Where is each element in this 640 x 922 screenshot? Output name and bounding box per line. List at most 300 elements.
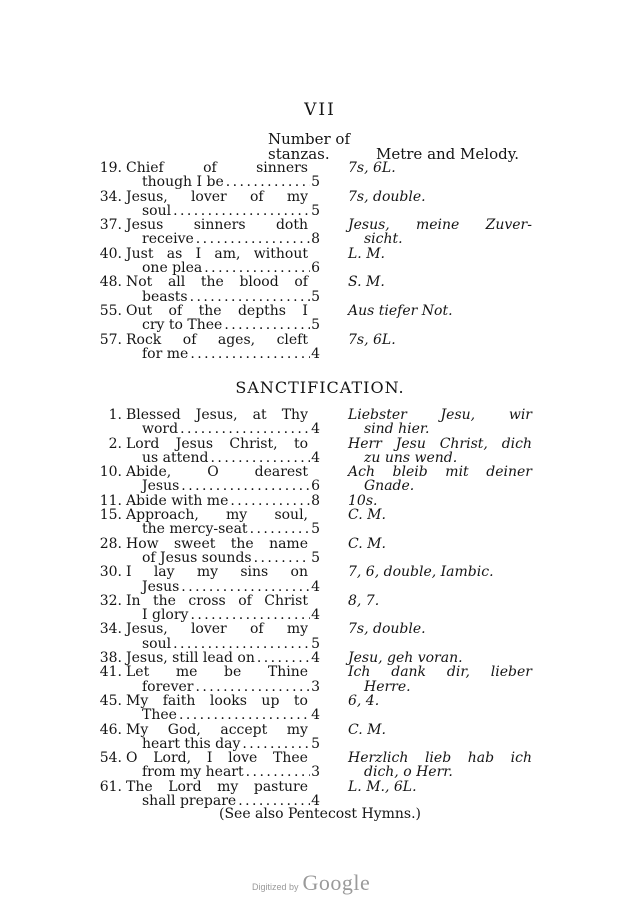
hymn-line-first bbox=[0, 494, 640, 508]
hymn-title-continued bbox=[142, 451, 320, 465]
hymn-title-word: Christ bbox=[264, 592, 308, 609]
hymn-title-rest: Jesus bbox=[142, 578, 180, 595]
hymn-line-second bbox=[0, 637, 640, 651]
hymn-number: 34. bbox=[99, 188, 122, 205]
hymn-entry bbox=[0, 751, 640, 780]
hymn-title-rest: I glory bbox=[142, 607, 189, 624]
stanza-count: 5 bbox=[311, 317, 320, 334]
hymn-title-word: O bbox=[126, 750, 138, 767]
leader-dots bbox=[179, 580, 310, 594]
hymn-title-word: My bbox=[126, 692, 149, 709]
metre-word: lieb bbox=[424, 750, 452, 767]
hymn-line-second bbox=[0, 290, 640, 304]
metre-melody bbox=[348, 565, 532, 579]
hymn-number: 38. bbox=[99, 650, 122, 667]
hymn-title-rest: soul bbox=[142, 202, 172, 219]
metre-word: meine bbox=[416, 217, 460, 234]
hymn-title-word: depths bbox=[237, 302, 286, 319]
stanza-count: 4 bbox=[311, 449, 320, 466]
hymn-line-second bbox=[0, 608, 640, 622]
metre-word: deiner bbox=[486, 464, 532, 481]
leader-dots bbox=[179, 479, 310, 493]
stanza-count: 4 bbox=[311, 345, 320, 362]
hymn-title-word: my bbox=[226, 507, 248, 524]
metre-word: 10s. bbox=[348, 492, 378, 509]
hymn-title-word: my bbox=[286, 721, 308, 738]
hymn-line-first bbox=[0, 565, 640, 579]
hymn-line-second bbox=[0, 765, 640, 779]
hymn-title-word: Abide with me bbox=[126, 492, 229, 509]
metre-word: L. M., 6L. bbox=[348, 778, 417, 795]
hymn-title-word: Chief bbox=[126, 160, 164, 176]
hymn-title-word: I bbox=[206, 750, 213, 767]
hymn-title-rest: though I be bbox=[142, 174, 224, 191]
leader-dots bbox=[228, 494, 310, 508]
hymn-title-word: to bbox=[293, 435, 308, 452]
hymn-title-rest: Jesus bbox=[142, 478, 180, 495]
metre-word: wir bbox=[508, 407, 532, 423]
leader-dots bbox=[209, 451, 311, 465]
hymn-line-second bbox=[0, 318, 640, 332]
hymn-title-word: Lord, bbox=[153, 750, 192, 767]
hymn-number: 54. bbox=[99, 750, 122, 767]
stanza-count: 5 bbox=[311, 635, 320, 652]
hymn-title-word: I bbox=[126, 564, 132, 581]
hymn-entry bbox=[0, 594, 640, 623]
hymn-title-continued bbox=[142, 637, 320, 651]
hymn-title-word: Jesus, bbox=[126, 621, 168, 638]
hymn-title-first bbox=[126, 780, 308, 794]
hymn-entry bbox=[0, 304, 640, 333]
metre-word: 7s, 6L. bbox=[348, 331, 396, 348]
stanza-count: 5 bbox=[311, 549, 320, 566]
leader-dots bbox=[194, 232, 310, 246]
hymn-number: 37. bbox=[99, 217, 122, 234]
hymn-title-word: of bbox=[203, 160, 217, 176]
hymn-number: 46. bbox=[99, 721, 122, 738]
metre-word: Jesu bbox=[395, 435, 426, 452]
hymn-title-word: of bbox=[294, 274, 308, 291]
metre-word: Jesus, bbox=[348, 217, 390, 234]
hymn-title-word: Thee bbox=[273, 750, 308, 767]
hymn-title-word: my bbox=[196, 564, 219, 581]
hymn-title-first bbox=[126, 622, 308, 636]
stanza-count: 6 bbox=[311, 260, 320, 277]
hymn-title-first bbox=[126, 665, 308, 679]
hymn-title-word: My bbox=[126, 721, 149, 738]
hymn-title-word: Lord bbox=[168, 778, 202, 795]
hymn-line-second bbox=[0, 347, 640, 361]
hymn-title-word: as bbox=[166, 245, 183, 262]
hymn-line-first bbox=[0, 508, 640, 522]
hymn-title-word: love bbox=[228, 750, 258, 767]
hymn-line-second bbox=[0, 451, 640, 465]
hymn-title-rest: from my heart bbox=[142, 764, 244, 781]
hymn-entry bbox=[0, 161, 640, 190]
metre-melody bbox=[348, 465, 532, 479]
hymn-title-continued bbox=[142, 479, 320, 493]
metre-word: ich bbox=[510, 750, 532, 767]
hymn-line-first bbox=[0, 622, 640, 636]
hymn-title-word: am, bbox=[214, 245, 241, 262]
hymn-title-word: cleft bbox=[276, 331, 308, 348]
hymn-title-rest: beasts bbox=[142, 288, 188, 305]
hymn-title-word: lover bbox=[190, 621, 227, 638]
hymn-title-rest: for me bbox=[142, 345, 189, 362]
hymn-title-word: In bbox=[126, 592, 141, 609]
hymn-line-second bbox=[0, 175, 640, 189]
hymn-title-rest: forever bbox=[142, 678, 194, 695]
stanza-count: 4 bbox=[311, 707, 320, 724]
hymn-list-sanctification bbox=[0, 408, 640, 808]
hymn-line-first bbox=[0, 723, 640, 737]
hymn-title-word: doth bbox=[275, 217, 308, 234]
metre-melody bbox=[348, 333, 532, 347]
hymn-line-first bbox=[0, 161, 640, 175]
hymn-title-first bbox=[126, 408, 308, 422]
hymn-title-word: Thy bbox=[281, 407, 308, 423]
hymn-line-second bbox=[0, 204, 640, 218]
hymn-title-continued bbox=[142, 708, 320, 722]
hymn-line-first bbox=[0, 437, 640, 451]
hymn-title-word: my bbox=[286, 621, 308, 638]
metre-word: 7s, double. bbox=[348, 188, 426, 205]
hymn-entry bbox=[0, 723, 640, 752]
hymn-title-word: blood bbox=[239, 274, 279, 291]
metre-continued: Gnade. bbox=[364, 478, 415, 495]
hymn-line-first bbox=[0, 304, 640, 318]
hymn-entry bbox=[0, 565, 640, 594]
hymn-title-first bbox=[126, 537, 308, 551]
hymn-entry bbox=[0, 465, 640, 494]
hymn-title-first bbox=[126, 247, 308, 261]
metre-melody bbox=[348, 665, 532, 679]
metre-word: Liebster bbox=[348, 407, 407, 423]
hymn-title-word: Approach, bbox=[126, 507, 199, 524]
metre-word: Jesu, geh voran. bbox=[348, 650, 463, 667]
metre-word: Jesu, bbox=[440, 407, 476, 423]
hymn-title-word: How bbox=[126, 535, 159, 552]
hymn-title-word: at bbox=[252, 407, 267, 423]
hymn-title-word: up bbox=[261, 692, 280, 709]
hymn-title-continued bbox=[142, 608, 320, 622]
hymn-number: 10. bbox=[99, 464, 122, 481]
hymn-number: 1. bbox=[108, 407, 122, 423]
hymn-title-continued bbox=[142, 422, 320, 436]
hymn-number: 34. bbox=[99, 621, 122, 638]
hymn-title-rest: us attend bbox=[142, 449, 209, 466]
hymn-title-word: sinners bbox=[193, 217, 246, 234]
hymn-title-first bbox=[126, 304, 308, 318]
hymn-title-continued bbox=[142, 204, 320, 218]
hymn-line-second bbox=[0, 680, 640, 694]
hymn-title-continued bbox=[142, 580, 320, 594]
hymn-title-word: Just bbox=[126, 245, 154, 262]
hymn-title-continued bbox=[142, 680, 320, 694]
hymn-number: 48. bbox=[99, 274, 122, 291]
hymn-line-first bbox=[0, 247, 640, 261]
hymn-title-first bbox=[126, 218, 308, 232]
hymn-title-word: The bbox=[126, 778, 153, 795]
hymn-line-second bbox=[0, 708, 640, 722]
hymn-title-first bbox=[126, 437, 308, 451]
hymn-number: 57. bbox=[99, 331, 122, 348]
metre-continued: Herre. bbox=[364, 678, 411, 695]
hymn-title-word: of bbox=[168, 302, 183, 319]
hymn-title-word: the bbox=[230, 535, 254, 552]
hymn-title-word: faith bbox=[162, 692, 196, 709]
google-logo: Google bbox=[302, 870, 371, 895]
hymn-title-word: Blessed bbox=[126, 407, 181, 423]
hymn-number: 45. bbox=[99, 692, 122, 709]
hymn-entry bbox=[0, 275, 640, 304]
metre-continued: dich, o Herr. bbox=[364, 764, 453, 781]
stanza-count: 4 bbox=[311, 421, 320, 438]
hymn-title-continued bbox=[142, 737, 320, 751]
hymn-line-second bbox=[0, 422, 640, 436]
stanza-count: 5 bbox=[311, 288, 320, 305]
leader-dots bbox=[171, 204, 310, 218]
leader-dots bbox=[177, 708, 310, 722]
metre-continued: sind hier. bbox=[364, 421, 430, 438]
metre-word: Herr bbox=[348, 435, 382, 452]
leader-dots bbox=[252, 551, 310, 565]
hymn-entry bbox=[0, 218, 640, 247]
metre-word: Aus tiefer Not. bbox=[348, 302, 453, 319]
hymn-title-word: O bbox=[207, 464, 219, 481]
leader-dots bbox=[248, 522, 311, 536]
leader-dots bbox=[193, 680, 310, 694]
hymn-number: 28. bbox=[99, 535, 122, 552]
hymn-title-first bbox=[126, 465, 308, 479]
metre-melody bbox=[348, 218, 532, 232]
stanza-count: 5 bbox=[311, 202, 320, 219]
hymn-title-word: without bbox=[253, 245, 308, 262]
hymn-title-continued bbox=[142, 318, 320, 332]
hymn-number: 30. bbox=[99, 564, 122, 581]
hymn-title-word: Abide, bbox=[126, 464, 172, 481]
hymn-title-word: pasture bbox=[253, 778, 308, 795]
metre-word: Herzlich bbox=[348, 750, 409, 767]
stanza-count: 4 bbox=[311, 578, 320, 595]
metre-word: 7s, 6L. bbox=[348, 160, 396, 176]
hymn-title-word: I bbox=[195, 245, 202, 262]
hymn-title-word: Out bbox=[126, 302, 153, 319]
leader-dots bbox=[202, 261, 310, 275]
metre-word: bleib bbox=[392, 464, 428, 481]
hymn-title-word: lover bbox=[190, 188, 227, 205]
leader-dots bbox=[244, 765, 310, 779]
leader-dots bbox=[240, 737, 310, 751]
metre-word: hab bbox=[467, 750, 495, 767]
hymn-title-continued bbox=[142, 232, 320, 246]
metre-melody bbox=[348, 780, 532, 794]
hymn-title-word: Lord bbox=[126, 435, 160, 452]
hymn-line-second bbox=[0, 232, 640, 246]
hymn-title-first bbox=[126, 694, 308, 708]
hymn-title-first bbox=[126, 594, 308, 608]
hymn-title-word: ages, bbox=[217, 331, 256, 348]
metre-continued: zu uns wend. bbox=[364, 449, 458, 466]
hymn-title-word: my bbox=[217, 778, 239, 795]
hymn-title-word: cross bbox=[188, 592, 226, 609]
metre-word: dir, bbox=[446, 664, 470, 681]
hymn-number: 15. bbox=[99, 507, 122, 524]
hymn-title-word: Jesus, bbox=[195, 407, 238, 423]
hymn-title-continued bbox=[142, 261, 320, 275]
hymn-title-word: to bbox=[293, 692, 308, 709]
metre-word: mit bbox=[445, 464, 469, 481]
stanza-count: 4 bbox=[311, 650, 320, 667]
hymn-title-rest: heart this day bbox=[142, 735, 241, 752]
hymn-line-second bbox=[0, 580, 640, 594]
hymn-title-first bbox=[126, 565, 308, 579]
metre-word: 8, 7. bbox=[348, 592, 380, 609]
metre-word: Zuver- bbox=[485, 217, 532, 234]
hymn-title-word: God, bbox=[167, 721, 201, 738]
hymn-title-first bbox=[126, 161, 308, 175]
hymn-title-word: of bbox=[182, 331, 197, 348]
hymn-title-rest: shall prepare bbox=[142, 793, 237, 810]
metre-word: C. M. bbox=[348, 721, 386, 738]
hymn-line-first bbox=[0, 218, 640, 232]
hymn-title-rest: soul bbox=[142, 635, 172, 652]
hymn-title-rest: the mercy-seat bbox=[142, 521, 248, 538]
hymn-number: 2. bbox=[108, 435, 122, 452]
metre-word: Christ, bbox=[439, 435, 488, 452]
metre-word: lieber bbox=[490, 664, 532, 681]
hymn-entry bbox=[0, 437, 640, 466]
hymn-entry bbox=[0, 780, 640, 809]
hymn-title-word: sinners bbox=[256, 160, 308, 176]
stanza-count: 5 bbox=[311, 174, 320, 191]
hymn-title-word: Jesus bbox=[126, 217, 164, 234]
stanza-count: 3 bbox=[311, 764, 320, 781]
hymn-line-first bbox=[0, 665, 640, 679]
metre-melody bbox=[348, 408, 532, 422]
hymn-line-first bbox=[0, 190, 640, 204]
stanzas-header-line1: Number of bbox=[268, 130, 351, 148]
hymn-title-continued bbox=[142, 175, 320, 189]
hymn-number: 32. bbox=[99, 592, 122, 609]
hymn-entry bbox=[0, 494, 640, 508]
hymn-title-word: be bbox=[224, 664, 242, 681]
hymn-line-second bbox=[0, 737, 640, 751]
hymn-line-first bbox=[0, 594, 640, 608]
hymn-title-first bbox=[126, 508, 308, 522]
hymn-line-second bbox=[0, 551, 640, 565]
leader-dots bbox=[222, 318, 310, 332]
metre-word: Ich bbox=[348, 664, 371, 681]
hymn-title-word: sins bbox=[240, 564, 269, 581]
stanza-count: 5 bbox=[311, 735, 320, 752]
section-title-sanctification: SANCTIFICATION. bbox=[235, 378, 405, 397]
leader-dots bbox=[178, 422, 310, 436]
hymn-title-continued bbox=[142, 765, 320, 779]
hymn-entry bbox=[0, 694, 640, 723]
leader-dots bbox=[188, 608, 310, 622]
hymn-title-word: of bbox=[249, 188, 264, 205]
hymn-title-word: I bbox=[302, 302, 308, 319]
metre-word: S. M. bbox=[348, 274, 385, 291]
page-number: VII bbox=[304, 100, 336, 120]
watermark-prefix: Digitized by bbox=[252, 882, 299, 892]
leader-dots bbox=[224, 175, 310, 189]
hymn-line-first bbox=[0, 537, 640, 551]
stanza-count: 8 bbox=[311, 492, 320, 509]
hymn-line-second bbox=[0, 261, 640, 275]
hymn-line-first bbox=[0, 694, 640, 708]
stanza-count: 3 bbox=[311, 678, 320, 695]
hymn-title-first bbox=[126, 723, 308, 737]
hymn-title-word: soul, bbox=[274, 507, 308, 524]
metre-word: 6, 4. bbox=[348, 692, 380, 709]
hymn-entry bbox=[0, 665, 640, 694]
hymn-title-rest: one plea bbox=[142, 260, 203, 277]
hymn-title-first bbox=[126, 751, 308, 765]
hymn-title-word: sweet bbox=[174, 535, 216, 552]
hymn-line-first bbox=[0, 751, 640, 765]
hymn-line-first bbox=[0, 651, 640, 665]
metre-word: C. M. bbox=[348, 507, 386, 524]
metre-header: Metre and Melody. bbox=[376, 145, 519, 163]
hymn-title-word: dearest bbox=[254, 464, 308, 481]
stanza-count: 4 bbox=[311, 607, 320, 624]
hymn-line-first bbox=[0, 275, 640, 289]
hymn-line-second bbox=[0, 479, 640, 493]
hymn-title-word: Jesus bbox=[175, 435, 214, 452]
stanza-count: 5 bbox=[311, 521, 320, 538]
hymn-list-unnamed-section bbox=[0, 161, 640, 361]
hymn-entry bbox=[0, 333, 640, 362]
metre-melody bbox=[348, 275, 532, 289]
metre-melody bbox=[348, 694, 532, 708]
hymn-title-word: lay bbox=[153, 564, 175, 581]
hymn-number: 11. bbox=[99, 492, 122, 509]
hymn-title-first bbox=[126, 651, 320, 665]
hymn-line-first bbox=[0, 408, 640, 422]
hymn-title-word: me bbox=[175, 664, 198, 681]
stanza-count: 4 bbox=[311, 793, 320, 810]
hymn-title-continued bbox=[142, 347, 320, 361]
hymn-entry bbox=[0, 508, 640, 537]
metre-melody bbox=[348, 508, 532, 522]
hymn-entry bbox=[0, 190, 640, 219]
metre-melody bbox=[348, 723, 532, 737]
metre-melody bbox=[348, 594, 532, 608]
stanza-count: 8 bbox=[311, 231, 320, 248]
hymn-title-word: of bbox=[238, 592, 252, 609]
metre-word: C. M. bbox=[348, 535, 386, 552]
hymn-title-word: the bbox=[200, 274, 224, 291]
hymn-title-word: my bbox=[286, 188, 308, 205]
hymn-title-rest: of Jesus sounds bbox=[142, 549, 252, 566]
hymn-title-rest: Thee bbox=[142, 707, 177, 724]
hymn-title-word: accept bbox=[220, 721, 268, 738]
hymn-number: 40. bbox=[99, 245, 122, 262]
hymn-title-continued bbox=[142, 290, 320, 304]
hymn-title-rest: word bbox=[142, 421, 179, 438]
metre-word: dank bbox=[391, 664, 427, 681]
hymn-number: 61. bbox=[99, 778, 122, 795]
hymn-title-rest: cry to Thee bbox=[142, 317, 223, 334]
leader-dots bbox=[171, 637, 310, 651]
metre-melody bbox=[348, 751, 532, 765]
hymn-title-word: of bbox=[249, 621, 264, 638]
metre-word: Ach bbox=[348, 464, 375, 481]
metre-melody bbox=[348, 304, 532, 318]
stanza-count: 6 bbox=[311, 478, 320, 495]
